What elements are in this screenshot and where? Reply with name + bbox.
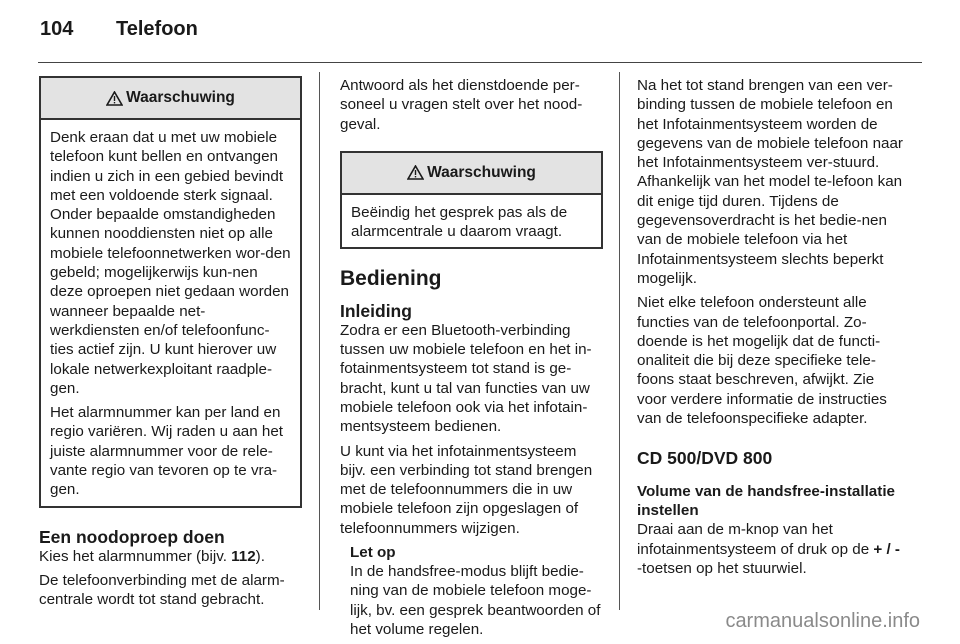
- note-text: In de handsfree-modus blijft bedie-ning van de mobiele telefoon moge-lijk, bv. een gesprek beantwoorden of het volume regelen.: [350, 563, 601, 638]
- column-divider: [319, 72, 320, 610]
- column-1: [39, 76, 302, 615]
- header-rule: [38, 62, 922, 63]
- column-3: [637, 76, 904, 583]
- warning-text: Denk eraan dat u met uw mobiele telefoon kunt bellen en ontvangen indien u zich in een gebied bevindt met een voldoende sterk signaal. Onder bepaalde omstandigheden kunnen nooddiensten niet op alle mobiele telefoonnetwerken wor-den gebeld; mogelijkerwijs kun-nen deze oproepen niet gedaan worden wanneer bepaalde net-werkdiensten en/of telefoonfunc-ties actief zijn. U kunt hierover uw lokale netwerkexploitant raadple-gen.: [50, 129, 291, 397]
- column-2: [340, 76, 603, 644]
- page-header: [40, 18, 198, 41]
- paragraph: Zodra er een Bluetooth-verbinding tussen uw mobiele telefoon en het in-fotainmentsysteem tot stand is ge-bracht, kunt u tal van functies van uw mobiele telefoon ook via het infotain-mentsysteem bedienen.: [340, 321, 592, 436]
- knob-icon: m: [728, 521, 741, 539]
- warning-box: [39, 76, 302, 508]
- warning-title: Waarschuwing: [126, 89, 235, 107]
- chapter-title: Telefoon: [116, 18, 198, 40]
- warning-box: [340, 151, 603, 250]
- note-title: Let op: [350, 544, 396, 562]
- subsection-heading: Inleiding: [340, 300, 412, 321]
- warning-triangle-icon: [106, 91, 123, 106]
- column-divider: [619, 72, 620, 610]
- warning-header: [41, 78, 300, 120]
- paragraph: Kies het alarmnummer (bijv. 112).: [39, 547, 265, 565]
- page-number: 104: [40, 18, 74, 40]
- paragraph: Niet elke telefoon ondersteunt alle functies van de telefoonportal. Zo-doende is het mogelijk dat de functi-onaliteit die bij deze specifieke tele-foons staat beschreven, afwijkt. Zie voor verdere informatie de instructies van de telefoonspecifieke adapter.: [637, 294, 887, 428]
- note-box: [350, 543, 603, 639]
- warning-title: Waarschuwing: [427, 164, 536, 182]
- paragraph: Antwoord als het dienstdoende per-soneel u vragen stelt over het nood-geval.: [340, 77, 583, 133]
- paragraph: Draai aan de m-knop van het infotainmentsysteem of druk op de + / - -toetsen op het stuurwiel.: [637, 521, 900, 577]
- subsection-heading: CD 500/DVD 800: [637, 448, 773, 469]
- warning-text: Het alarmnummer kan per land en regio variëren. Wij raden u aan het juiste alarmnummer voor de rele-vante regio van tevoren op te vra-gen.: [50, 404, 284, 499]
- section-heading: Bediening: [340, 267, 442, 291]
- warning-text: Beëindig het gesprek pas als de alarmcentrale u daarom vraagt.: [351, 203, 568, 241]
- warning-header: [342, 153, 601, 195]
- sub-subsection-heading: Volume van de handsfree-installatie instellen: [637, 483, 895, 520]
- paragraph: U kunt via het infotainmentsysteem bijv. een verbinding tot stand brengen met de telefoonnummers die in uw mobiele telefoon zijn opgeslagen of telefoonnummers wijzigen.: [340, 442, 593, 537]
- warning-triangle-icon: [407, 165, 424, 180]
- watermark: carmanualsonline.info: [725, 610, 920, 632]
- paragraph: Na het tot stand brengen van een ver-binding tussen de mobiele telefoon en het Infotainmentsysteem worden de gegevens van de mobiele telefoon naar het Infotainmentsysteem ver-stuurd. Afhankelijk van het model te-lefoon kan dit enige tijd duren. Tijdens de gegevensoverdracht is het bedie-nen van de mobiele telefoon via het Infotainmentsysteem slechts beperkt mogelijk.: [637, 77, 903, 287]
- paragraph: De telefoonverbinding met de alarm-centrale wordt tot stand gebracht.: [39, 571, 285, 609]
- section-heading: Een noodoproep doen: [39, 526, 225, 547]
